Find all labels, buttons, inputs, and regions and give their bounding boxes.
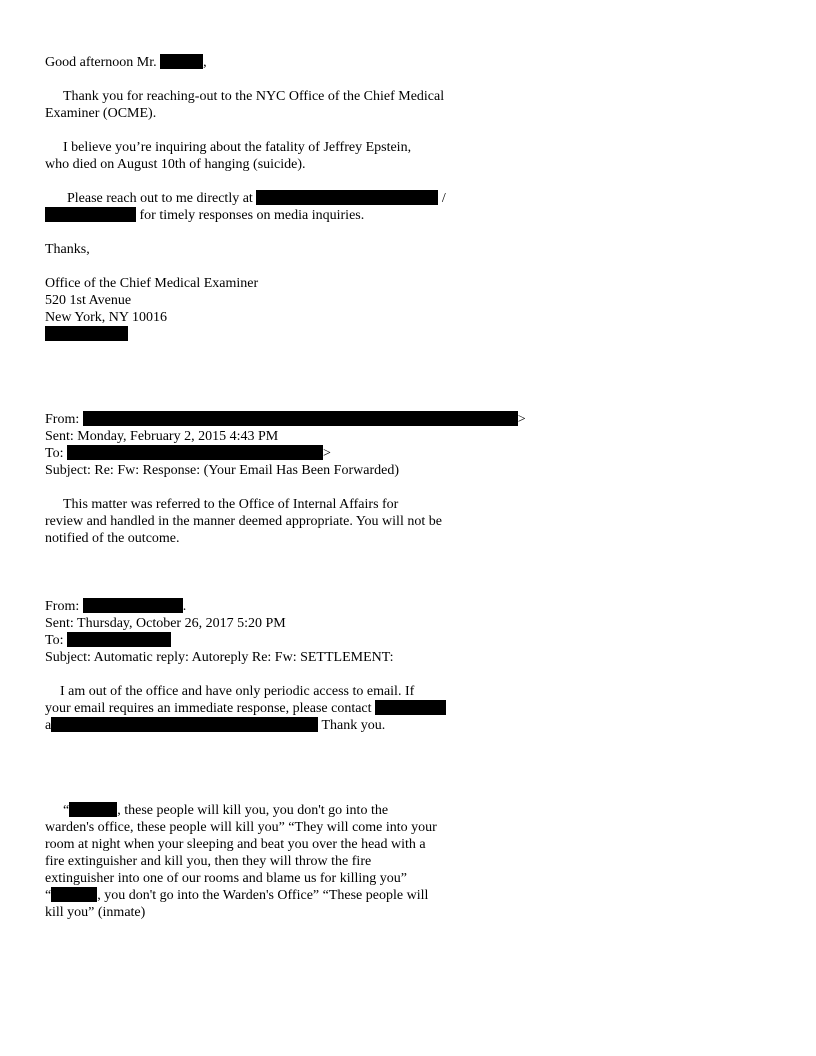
redaction-bar <box>83 411 518 426</box>
greeting-line: Good afternoon Mr. , <box>45 55 207 70</box>
redaction-bar <box>45 326 128 341</box>
redaction-bar <box>375 700 446 715</box>
email-header-3: From: . Sent: Thursday, October 26, 2017 5:20 PM To: Subject: Automatic reply: Autoreply Re: Fw: SETTLEMENT: <box>45 599 394 665</box>
document-page <box>45 54 785 921</box>
email-body-2: This matter was referred to the Office of Internal Affairs for review and handled in the manner deemed appropriate. You will not be notified of the outcome. <box>45 497 442 546</box>
redaction-bar <box>83 598 183 613</box>
ocme-paragraph-1: Thank you for reaching-out to the NYC Office of the Chief Medical Examiner (OCME). <box>45 89 445 121</box>
inmate-quote: “ , these people will kill you, you don't go into the warden's office, these people will kill you” “They will come into your room at night when your sleeping and beat you over the head with a fire extinguisher and kill you, then they will throw the fire extinguisher into one of our rooms and blame us for killing you” “ , you don't go into the Warden's Office” “These people will kill you” (inmate) <box>45 803 437 920</box>
redaction-bar <box>67 632 171 647</box>
redaction-bar <box>51 887 97 902</box>
redaction-bar <box>67 445 323 460</box>
signature-block: Office of the Chief Medical Examiner 520 1st Avenue New York, NY 10016 <box>45 275 785 343</box>
redaction-bar <box>45 207 136 222</box>
email-header-2: From: > Sent: Monday, February 2, 2015 4:43 PM To: > Subject: Re: Fw: Response: (Your Email Has Been Forwarded) <box>45 412 526 478</box>
redaction-bar <box>51 717 318 732</box>
redaction-bar <box>160 54 203 69</box>
ocme-paragraph-2: I believe you’re inquiring about the fatality of Jeffrey Epstein, who died on August 10th of hanging (suicide). <box>45 140 412 172</box>
redaction-bar <box>69 802 117 817</box>
email-body-3: I am out of the office and have only periodic access to email. If your email requires an immediate response, please contact a Thank you. <box>45 683 785 734</box>
ocme-paragraph-3: Please reach out to me directly at / for timely responses on media inquiries. <box>45 190 785 224</box>
redaction-bar <box>256 190 438 205</box>
thanks-line: Thanks, <box>45 242 90 257</box>
